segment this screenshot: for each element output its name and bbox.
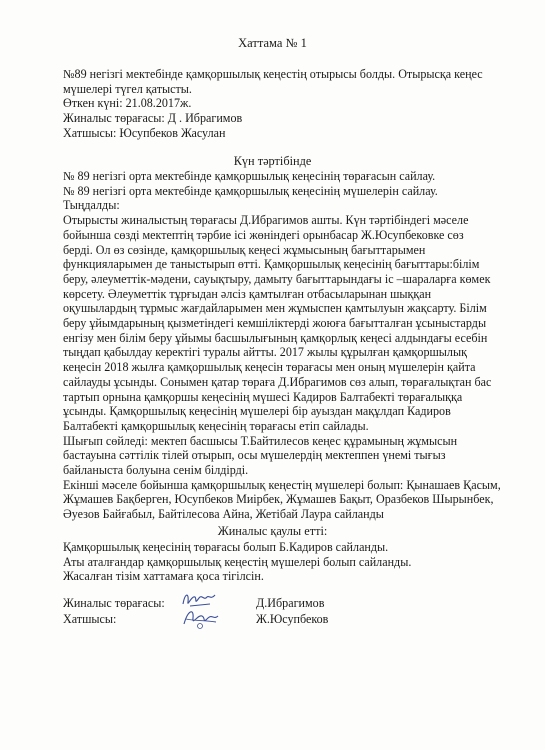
body-line: № 89 негізгі орта мектебінде қамқоршылық кеңесінің төрағасын сайлау. — [63, 169, 436, 183]
agenda-title: Күн тәртібінде — [233, 154, 312, 168]
document-title: Хаттама № 1 — [238, 36, 307, 50]
body-line: № 89 негізгі орта мектебінде қамқоршылық кеңесінің мүшелерін сайлау. — [63, 183, 438, 198]
body-line: берді. Ол өз сөзінде, қамқоршылық кеңесі жұмысының бағыттарымен — [63, 242, 426, 257]
body-line: сайлауды ұсынды. Сонымен қатар төраға Д.Ибрагимов сөз алып, төрағалықтан бас — [63, 374, 492, 389]
body-line: тыңдап қабылдау керектігі туралы айтты. 2017 жылы құрылған қамқоршылық — [63, 345, 467, 360]
meeting-secretary: Хатшысы: Юсупбеков Жасулан — [63, 125, 226, 140]
body-line: бойынша сөзді мектептің тәрбие ісі жөніндегі орынбасар Ж.Юсупбековке сөз — [63, 227, 464, 242]
secretary-label: Хатшысы: — [63, 612, 117, 626]
chair-name: Д.Ибрагимов — [256, 596, 325, 610]
secretary-name: Ж.Юсупбеков — [256, 612, 329, 626]
decision-line: Жасалған тізім хаттамаға қоса тігілсін. — [63, 569, 264, 584]
body-line: тартып орнына қамқоршы кеңесінің мүшесі Кадиров Балтабекті төрағалыққа — [63, 389, 463, 404]
body-line: Әуезов Байғабыл, Байтілесова Айна, Жетібай Лаура сайланды — [63, 507, 384, 522]
decision-list — [63, 540, 533, 584]
body-line: байланыста болуына сенім білдірді. — [63, 463, 249, 478]
body-line: кеңесін 2018 жылға қамқоршылық кеңесін төрағасы мен оның мүшелерін қайта — [63, 360, 476, 375]
document-body — [63, 169, 533, 522]
body-line: беру, әлеуметтік-мәдени, сауықтыру, дамыту бағыттарындағы іс –шараларға көмек — [63, 271, 491, 286]
header-line: №89 негізгі мектебінде қамқоршылық кеңестің отырысы болды. Отырысқа кеңес — [63, 67, 483, 81]
document-header — [63, 67, 533, 141]
body-line: оқушылардың тұрмыс жағдайларымен мен жұмыспен қамтылуын жақсарту. Білім — [63, 301, 487, 316]
body-line: көрсету. Әлеуметтік тұрғыдан әлсіз қамтылған отбасыларынан шыққан — [63, 286, 432, 301]
body-line: Тыңдалды: — [63, 198, 120, 213]
body-line: Шығып сөйледі: мектеп басшысы Т.Байтилесов кеңес құрамының жұмысын — [63, 433, 458, 448]
meeting-chair: Жиналыс төрағасы: Д . Ибрагимов — [63, 111, 243, 126]
body-line: ұсынды. Қамқоршылық кеңесінің мүшелері бір ауыздан мақұлдап Кадиров — [63, 404, 451, 419]
meeting-date: Өткен күні: 21.08.2017ж. — [63, 96, 192, 111]
body-line: бастауына сәттілік тілей отырып, осы мүшелердің мектеппен үнемі тығыз — [63, 448, 446, 463]
header-line: мүшелері түгел қатысты. — [63, 81, 192, 96]
body-line: Балтабекті қамқоршылық кеңесінің төрағасы етіп сайлады. — [63, 418, 369, 433]
decision-title: Жиналыс қаулы етті: — [217, 524, 328, 538]
body-line: Жұмашев Бақберген, Юсупбеков Миірбек, Жұмашев Бақыт, Оразбеков Шырынбек, — [63, 492, 494, 507]
chair-label: Жиналыс төрағасы: — [63, 596, 165, 610]
decision-line: Аты аталғандар қамқоршылық кеңестің мүшелері болып сайланды. — [63, 554, 412, 569]
body-line: функцияларымен де таныстырып өтті. Қамқоршылық кеңесінің бағыттары:білім — [63, 257, 480, 272]
body-line: беру ұйымдарының қызметіндегі кемшіліктерді жоюға бағытталған ұсыныстарды — [63, 316, 487, 331]
decision-line: Қамқоршылық кеңесінің төрағасы болып Б.Кадиров сайланды. — [63, 540, 389, 554]
body-line: енгізу мен білім беру ұйымы басшылығының қамқорлық кеңесі алдындағы есебін — [63, 330, 488, 345]
body-line: Отырысты жиналыстың төрағасы Д.Ибрагимов ашты. Күн тәртібіндегі мәселе — [63, 213, 469, 228]
secretary-signature — [180, 606, 222, 630]
body-line: Екінші мәселе бойынша қамқоршылық кеңестің мүшелері болып: Қынашаев Қасым, — [63, 477, 501, 492]
